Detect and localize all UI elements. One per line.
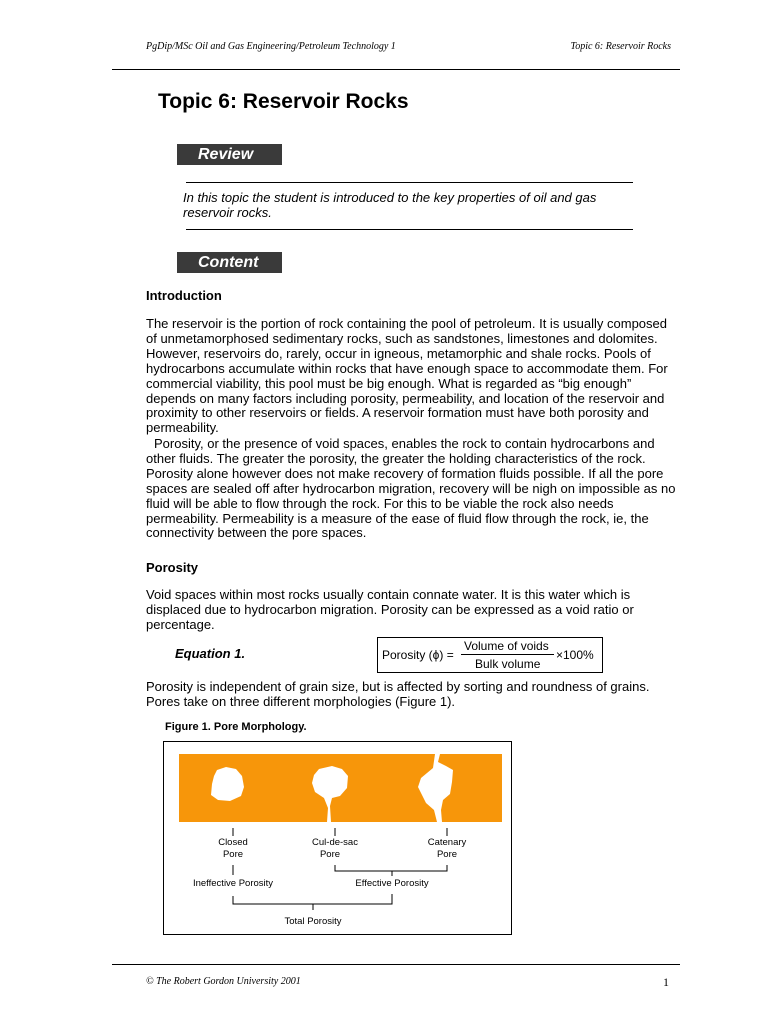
paragraph: Porosity, or the presence of void spaces, enables the rock to contain hydrocarbons and other fluids. The greater the porosity, the greater the holding characteristics of the rock. Porosity alone however does not make recovery of formation fluids possible. If all the pore spaces are sealed off after hydrocarbon migration, recovery will be nigh on impossible as no fluid will be able to flow through the rock. For this to be viable the rock also needs permeability. Permeability is a measure of the ease of fluid flow through the rock, ie, the connectivity between the pore spaces. (146, 436, 676, 541)
header-topic: Topic 6: Reservoir Rocks (570, 41, 671, 52)
porosity-equation (377, 637, 603, 673)
divider (186, 229, 633, 230)
footer-rule (112, 964, 680, 965)
label-effective-porosity: Effective Porosity (355, 878, 429, 889)
paragraph: Void spaces within most rocks usually contain connate water. It is this water which is displaced due to hydrocarbon migration. Porosity can be expressed as a void ratio or percentage. (146, 587, 634, 632)
fraction-bar (461, 654, 554, 655)
label-closed: Closed (218, 837, 248, 848)
equation-label: Equation 1. (175, 646, 246, 661)
equation-numerator: Volume of voids (464, 639, 549, 653)
review-text: In this topic the student is introduced to the key properties of oil and gas reservoir rocks. (183, 190, 597, 220)
page-number: 1 (663, 975, 669, 989)
footer-copyright: © The Robert Gordon University 2001 (146, 976, 301, 987)
section-heading-porosity: Porosity (146, 560, 199, 575)
label-cul-de-sac-pore: Pore (319, 849, 341, 860)
paragraph: The reservoir is the portion of rock containing the pool of petroleum. It is usually composed of unmetamorphosed sedimentary rocks, such as sandstones, limestones and dolomites. However, reservoirs do, rarely, occur in igneous, metamorphic and shale rocks. Pools of hydrocarbons accumulate within rocks that have enough space to accommodate them. For commercial viability, this pool must be big enough. What is regarded as “big enough” depends on many factors including porosity, permeability, and location of the reservoir and proximity to other reservoirs or fields. A reservoir formation must have both porosity and permeability. (146, 316, 668, 436)
page-title: Topic 6: Reservoir Rocks (158, 90, 409, 113)
content-label: Content (177, 252, 282, 273)
figure-caption: Figure 1. Pore Morphology. (165, 721, 307, 733)
section-heading-introduction: Introduction (146, 288, 222, 303)
equation-denominator: Bulk volume (475, 657, 541, 671)
figure-labels (164, 742, 513, 936)
label-cul-de-sac: Cul-de-sac (312, 837, 358, 848)
header-rule (112, 69, 680, 70)
label-ineffective-porosity: Ineffective Porosity (192, 878, 274, 889)
equation-lhs: Porosity (ϕ) = (382, 648, 454, 662)
label-catenary-pore: Pore (436, 849, 458, 860)
divider (186, 182, 633, 183)
header-course: PgDip/MSc Oil and Gas Engineering/Petroleum Technology 1 (146, 41, 396, 52)
equation-rhs: ×100% (556, 648, 594, 662)
label-closed-pore: Pore (222, 849, 244, 860)
label-catenary: Catenary (427, 837, 467, 848)
paragraph: Porosity is independent of grain size, but is affected by sorting and roundness of grains. Pores take on three different morphologies (Figure 1). (146, 679, 650, 709)
pore-morphology-figure (163, 741, 512, 935)
review-label: Review (177, 144, 282, 165)
label-total-porosity: Total Porosity (284, 916, 342, 927)
